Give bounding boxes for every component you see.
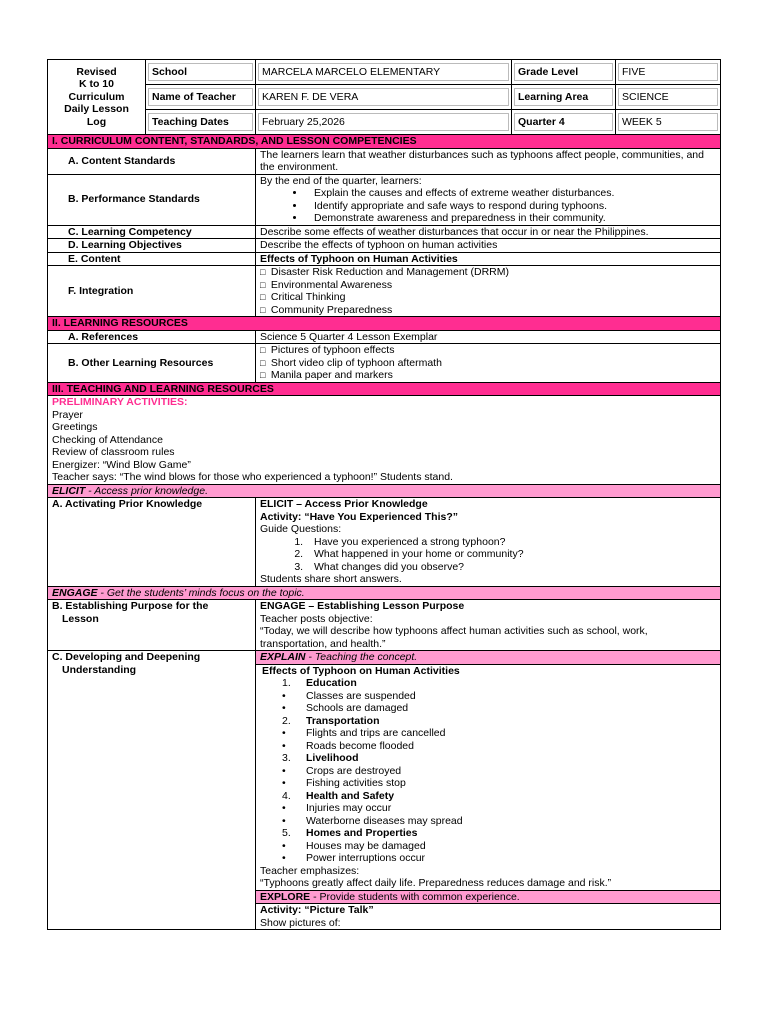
dates-label: Teaching Dates (146, 110, 256, 135)
quarter-label: Quarter 4 (512, 110, 616, 135)
list-item: □ Community Preparedness (260, 303, 393, 316)
bullet-icon: • (282, 764, 286, 777)
effect-heading: 1. Education (282, 677, 357, 689)
performance-list (260, 187, 716, 225)
performance-standards-label: B. Performance Standards (48, 174, 256, 225)
area-value: SCIENCE (616, 85, 721, 110)
bullet-icon: • (282, 739, 286, 752)
guide-questions (260, 536, 716, 574)
integration-row (48, 266, 721, 317)
other-resources-row (48, 344, 721, 383)
list-item: Checking of Attendance (52, 433, 163, 446)
checkbox-icon: □ (260, 279, 266, 290)
lesson-log-table (47, 59, 721, 930)
bullet-icon: • (282, 802, 286, 814)
establishing-purpose-label: B. Establishing Purpose for the Lesson (48, 600, 256, 651)
content-row (48, 252, 721, 266)
school-value: MARCELA MARCELO ELEMENTARY (256, 60, 512, 85)
checkbox-icon: □ (260, 267, 266, 277)
effect-heading: 3. Livelihood (282, 752, 359, 764)
bullet-icon: • (282, 777, 286, 789)
preliminary-row (48, 396, 721, 485)
title-line: Daily Lesson (64, 103, 129, 116)
section-1-heading: I. CURRICULUM CONTENT, STANDARDS, AND LESSON COMPETENCIES (48, 135, 721, 149)
references-label: A. References (48, 330, 256, 344)
content-value: Effects of Typhoon on Human Activities (256, 252, 721, 266)
list-item: □ Short video clip of typhoon aftermath (260, 356, 442, 369)
section-3-heading: III. TEACHING AND LEARNING RESOURCES (48, 382, 721, 396)
list-item: • Demonstrate awareness and preparedness in their community. (306, 212, 716, 225)
developing-understanding-label: C. Developing and Deepening Understanding (48, 651, 256, 930)
title-line: K to 10 (78, 78, 114, 91)
title-line: Revised (76, 65, 117, 78)
week-value: WEEK 5 (616, 110, 721, 135)
list-item: • Schools are damaged (282, 702, 409, 714)
checkbox-icon: □ (260, 304, 266, 315)
list-item: • Power interruptions occur (282, 852, 426, 864)
list-item: □ Pictures of typhoon effects (260, 344, 395, 356)
grade-value: FIVE (616, 60, 721, 85)
integration-value (256, 266, 721, 317)
effect-heading: 5. Homes and Properties (282, 827, 418, 839)
content-standards-value: The learners learn that weather disturbances such as typhoons affect people, communities, and the environment. (256, 148, 721, 174)
preliminary-activities (48, 396, 721, 485)
list-item: Review of classroom rules (52, 446, 175, 458)
list-item: • Identify appropriate and safe ways to respond during typhoons. (306, 200, 716, 213)
developing-understanding-row (48, 651, 721, 665)
learning-competency-value: Describe some effects of weather disturbances that occur in or near the Philippines. (256, 225, 721, 239)
bullet-icon: • (282, 839, 286, 852)
list-item: • Houses may be damaged (282, 839, 426, 852)
grade-label: Grade Level (512, 60, 616, 85)
list-item: • Classes are suspended (282, 689, 416, 702)
list-item: □ Manila paper and markers (260, 369, 393, 381)
dates-value: February 25,2026 (256, 110, 512, 135)
activating-knowledge-row (48, 498, 721, 587)
teacher-label: Name of Teacher (146, 85, 256, 110)
list-item: □ Disaster Risk Reduction and Management (DRRM) (260, 266, 510, 278)
checkbox-icon: □ (260, 357, 266, 368)
elicit-bar: ELICIT - Access prior knowledge. (48, 484, 721, 498)
performance-standards-value (256, 174, 721, 225)
bullet-icon: • (282, 702, 286, 714)
checkbox-icon: □ (260, 345, 266, 355)
list-item: 3. What changes did you observe? (306, 561, 716, 574)
explain-bar: EXPLAIN - Teaching the concept. (256, 651, 721, 665)
engage-bar: ENGAGE - Get the students’ minds focus on the topic. (48, 586, 721, 600)
header-row-school (48, 60, 721, 85)
list-item: • Roads become flooded (282, 739, 414, 752)
header-row-dates (48, 110, 721, 135)
list-item: • Injuries may occur (282, 802, 392, 814)
title-line: Log (86, 115, 107, 128)
learning-competency-row (48, 225, 721, 239)
list-item: • Explain the causes and effects of extreme weather disturbances. (306, 187, 716, 200)
bullet-icon: • (282, 689, 286, 702)
bullet-icon: • (282, 727, 286, 739)
bullet-icon: • (282, 852, 286, 864)
explore-bar: EXPLORE - Provide students with common experience. (256, 890, 721, 904)
effect-heading: 4. Health and Safety (282, 789, 395, 802)
establishing-purpose-value: ENGAGE – Establishing Lesson Purpose Teacher posts objective: “Today, we will describe how typhoons affect human activities such as school, work, transportation, and health.” (256, 600, 721, 651)
content-label: E. Content (48, 252, 256, 266)
learning-competency-label: C. Learning Competency (48, 225, 256, 239)
list-item: • Fishing activities stop (282, 777, 406, 789)
explore-content: Activity: “Picture Talk” Show pictures of: (256, 904, 721, 930)
list-item: □ Environmental Awareness (260, 278, 393, 291)
checkbox-icon: □ (260, 292, 266, 302)
other-resources-label: B. Other Learning Resources (48, 344, 256, 383)
list-item: 2. What happened in your home or community? (306, 548, 716, 561)
performance-standards-row (48, 174, 721, 225)
establishing-purpose-row (48, 600, 721, 651)
list-item: □ Critical Thinking (260, 291, 346, 303)
list-item: Teacher says: “The wind blows for those who experienced a typhoon!” Students stand. (52, 471, 453, 483)
section-2-heading: II. LEARNING RESOURCES (48, 317, 721, 331)
list-item: Energizer: “Wind Blow Game” (52, 458, 191, 471)
title-line: Curriculum (68, 90, 125, 103)
list-item: • Waterborne diseases may spread (282, 814, 463, 827)
list-item: • Flights and trips are cancelled (282, 727, 446, 739)
learning-objectives-row (48, 239, 721, 253)
performance-intro: By the end of the quarter, learners: (260, 174, 422, 187)
references-row (48, 330, 721, 344)
teacher-value: KAREN F. DE VERA (256, 85, 512, 110)
checkbox-icon: □ (260, 370, 266, 380)
explain-content: Effects of Typhoon on Human Activities 1. Education • Classes are suspended • Schools are damaged 2. Transportation • Flights and trips are cancelled • Roads become flooded 3. Livelihood • Crops are destroyed • Fishing activities stop 4. Health and Safety • Injuries may occur • Waterborne diseases may spread 5. Homes and Properties • Houses may be damaged • Power interruptions occur Teacher emphasizes: “Typhoons greatly affect daily life. Preparedness reduces damage and risk.” (256, 664, 721, 890)
learning-objectives-value: Describe the effects of typhoon on human activities (256, 239, 721, 253)
activating-knowledge-value: ELICIT – Access Prior Knowledge Activity: “Have You Experienced This?” Guide Questions: 1. Have you experienced a strong typhoon? 2. What happened in your home or community? 3. What changes did you observe? Students share short answers. (256, 498, 721, 587)
integration-label: F. Integration (48, 266, 256, 317)
learning-objectives-label: D. Learning Objectives (48, 239, 256, 253)
content-standards-row (48, 148, 721, 174)
dll-title (48, 60, 146, 135)
lesson-log-page (47, 59, 720, 930)
effects-list (260, 677, 716, 865)
references-value: Science 5 Quarter 4 Lesson Exemplar (256, 330, 721, 344)
header-row-teacher (48, 85, 721, 110)
other-resources-value (256, 344, 721, 383)
list-item: Greetings (52, 421, 98, 433)
list-item: 1. Have you experienced a strong typhoon? (306, 536, 716, 549)
area-label: Learning Area (512, 85, 616, 110)
content-standards-label: A. Content Standards (48, 148, 256, 174)
list-item: Prayer (52, 408, 83, 421)
effect-heading: 2. Transportation (282, 714, 380, 727)
school-label: School (146, 60, 256, 85)
preliminary-title: PRELIMINARY ACTIVITIES: (52, 396, 188, 408)
bullet-icon: • (282, 814, 286, 827)
activating-knowledge-label: A. Activating Prior Knowledge (48, 498, 256, 587)
list-item: • Crops are destroyed (282, 764, 402, 777)
